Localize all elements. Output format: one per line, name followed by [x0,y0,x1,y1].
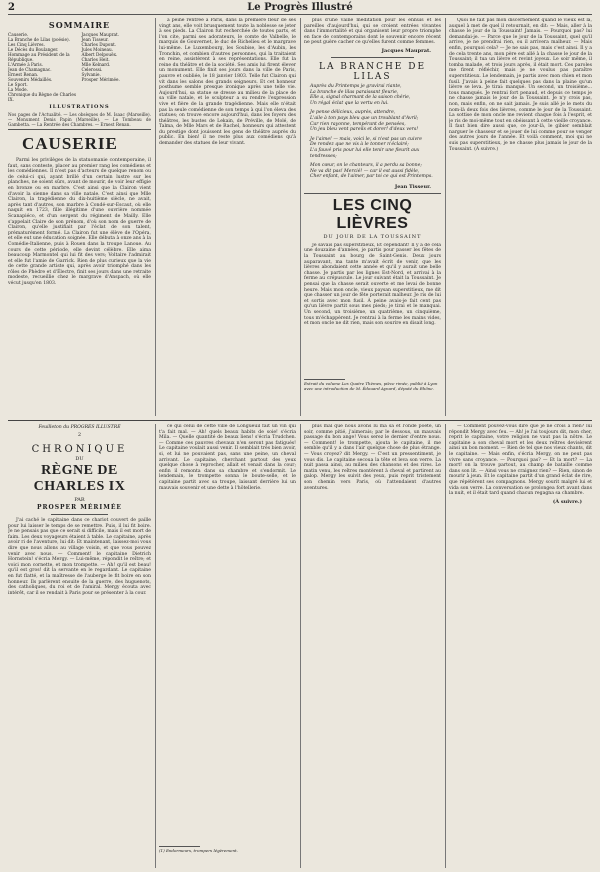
feuilleton-column-4 [449,424,592,868]
causerie-text: Parmi les privilèges de la statuomanie contemporaine, il faut, sans conteste, placer au premier rang les comédiens et les comédiennes. Il n'est pas d'acteurs de quelque renom ou de celui-ci qui, ayant brillé d'un certain lustre sur les planches, ne soient sûrs, avant de mourir, de voir leur effigie en bronze ou en marbre. C'est ainsi que la Clairon vient d'avoir la sienne dans sa ville natale. C'est ainsi que Mlle Clairon, la tragédienne du dix-huitième siècle, ne avait, après tant d'autres, son marbre à Condé-sur-Escaut, où elle naquit en 1723, fille illégitime d'une ouvrière nommée Scanapiéco, et d'un sergent du régiment de Mailly. Elle s'appelait Claire de son prénom, d'où son nom de guerre de Clairon, qu'elle justifiait par l'éclat de son talent, prématurément formé. La Clairon fut une élève de l'Opéra, et elle eut une éducation soignée. Elle débuta à onze ans à la Comédie-Italienne, puis à Rouen dans la troupe Lanoue. Au cours de cette période, elle devint célèbre. Elle aima beaucoup Marmontel qui lui fit des vers; Voltaire l'admirait et elle fut l'amie de Garrick. Rien de plus curieux que la vie de cette grande artiste qui, après avoir triomphé dans les rôles de Phèdre et d'Électre, finit ses jours dans une retraite modeste, recueillie chez le margrave d'Anspach, où elle vécut jusqu'en 1803. [8,158,151,287]
poem-line: Elle a, signal charmant de la saison chérie, [310,95,411,101]
feuilleton-column-2 [159,424,296,868]
sommaire-list [8,32,151,102]
lievres-subtitle: DU JOUR DE LA TOUSSAINT [323,233,422,240]
sommaire-item: Sylvanie. [81,72,101,77]
chronique-du: DU [75,456,84,462]
poem-line: La branche de lilas paraissant fleurie, [310,89,399,95]
lievres-title: LES CINQ LIÈVRES [332,196,413,232]
sommaire-item: Albert Delpouëx. [81,52,118,57]
sommaire-item: Les Cinq Lièvres. [8,42,45,47]
regne-title: RÈGNE DE CHARLES IX [33,463,126,494]
poem-line: Ne va dit pas! Mercié! — car il est aussi fidèle, [310,168,420,174]
causerie-title: CAUSERIE [22,134,118,153]
continues-note: (À suivre.) [552,498,582,505]
sommaire-item: Hommage au Président de la République. [8,52,70,62]
poem-line: Cher enfant, de l'aimer, par toi ce qui est Printemps. [310,174,433,180]
feuilleton-text-1: J'ai caché le capitaine dans ce chariot couvert de paille pour lui laisser le temps de se remettre. Puis, il lui fit boire. Je ne pensais pas que ce serait si difficile, mais il est mort de faim. Les deux voyageurs étaient à table. Le capitaine, après avoir ri de l'aventure, lui dit: Et maintenant, laissez-moi vous dire que nous allons au village voisin, et que vous pouvez venir avec nous. — Comment! le capitaine Dietrich Hornstein! s'écria Mergy. — Lui-même, répondit le reître; et voici mon cornette, et mon trompette. — Ah! qu'il est beau! qu'il est gros! dit la servante en le regardant. Le capitaine en fut flatté, et la maîtresse de l'auberge le fit boire en son honneur. Ils parlèrent ensuite de la guerre, des huguenots, des catholiques, du roi et de l'amiral. Mergy écouta avec intérêt, car il se rendait à Paris pour se présenter à la cour. [8,518,151,596]
sommaire-item: Jules Moineau. [81,47,114,52]
branche-title: LA BRANCHE DE LILAS [318,61,427,82]
sommaire-item: Prosper Mérimée. [81,77,120,82]
chronique-title: CHRONIQUE [31,444,128,455]
feuilleton-number: 2 [77,432,82,438]
poem-stanza [310,163,441,180]
sommaire-item: Charles Dupont. [81,42,117,47]
feuilleton-text-4: — Comment pouvez-vous dire que je ne crois à rien? lui répondit Mergy avec feu. — Ah! je l'ai toujours dit, mon cher, reprit le capitaine, votre religion ne vaut pas la nôtre. Le capitaine a son cheval mort et les deux reîtres devisèrent ainsi un bon moment. — Rien de tel que nos vieux chants, dit le capitaine. — Mais enfin, s'écria Mergy, on ne peut pas vivre sans croyance. — Pourquoi pas? — Et la mort? — La mort! on la trouve partout, au champ de bataille comme dans son lit. — Ainsi vous ne craignez rien? — Rien, sinon de mourir à jeun. Et le capitaine partit d'un grand éclat de rire, que répétèrent ses compagnons. Mergy sourit malgré lui et vida son verre. La conversation se prolongea fort avant dans la nuit, et il était tard quand chacun regagna sa chambre. [449,424,592,497]
sommaire-item: Celerossi. [81,67,103,72]
page-number: 2 [8,2,15,13]
causerie-continued: à peine rentrée à Paris, dans la première fleur de ses vingt ans, elle voit brusquement toute la noblesse se jeter à ses pieds. La Clairon fut recherchée de toutes parts, et l'on cite, parmi ses adorateurs, le comte de Valbelle, le marquis de Gouvernet, le duc de Richelieu et le margrave lui-même. Le Luxembourg, les Soubise, les d'Aubin, les Tronchin, et combien d'autres personnes, qui la traitaient en reine, assistèrent à ses représentations. Elle fut la reine du théâtre et de la société. Ses amis lui firent élever un monument. Elle finit ses jours dans la ville de Paris, pauvre et oubliée, le 18 janvier 1803. Telle fut Clairon qui vit dans les salons des grands seigneurs. Et cet honneur posthume semble presque ironique après une telle vie. Aujourd'hui, sa statue se dresse au milieu de la place de sa ville natale, et le sculpteur a su rendre l'expression vive et fière de la grande tragédienne. Mais elle n'était pas la seule comédienne de son temps à qui l'on éleva des statues; on trouve encore aujourd'hui, dans les foyers des théâtres, les bustes de Lekain, de Préville, de Molé, de Talma, de Mlle Mars et de Rachel, honneurs qui attestent du prestige dont jouissent les gens de théâtre auprès du public. En bien! il ne reste plus aux comédiens qu'à demander des statues de leur vivant. [159,18,296,147]
sommaire-item: Causerie. [8,32,29,37]
poem-line: Un régal éclat que la vertu en lui. [310,100,389,106]
feuilleton-label: Feuilleton du PROGRÈS ILLUSTRÉ [38,425,121,430]
sommaire-item: Le Décès du Boulanger. [8,47,59,52]
poem-line: Je pense délicieux, auprès, attendre, [310,110,396,116]
chronique-author: PROSPER MÉRIMÉE [36,504,122,511]
branche-poem [304,84,441,180]
newspaper-title: Le Progrès Illustré [247,2,353,13]
poem-line: Je l'aime! — mais, voici le, si n'est pas un cuivre [310,136,422,142]
feuilleton-footnote: (1) Endormeurs, trompers légèrement. [159,848,238,853]
lievres-footnote: Extrait du volume Les Quatre Thèmes, pièce rimée, publié à Lyon avec une introduction de M. Édouard Aynard, député du Rhône. [304,380,438,391]
sommaire-item: Jean de Chamagnac. [8,67,52,72]
poem-line: Car rien rayonne, tempérant de pensées, [310,121,406,127]
poem-line: L'a fauvé pris pour lui elle tenir une fleurit aux tendresses; [310,147,420,159]
poem-line: L'aile à ton pays bleu que un troublant d'Avril; [310,115,419,121]
sommaire-item: La Branche de Lilas (poésie). [8,37,70,42]
feuilleton-text-2: ce qui celui de cette ville de Longueuil fait un vin qui t'a fait mal. — Ah! quels beaux habits de soie! s'écria Mila. — Quelle quantité de beaux liens! s'écria Trudchen. — Comme ces pauvres chevaux n'en seront pas fatigués! Le capitaine voulait aussi venir. Il semblait très bien avoir, si, et lui ne pouvaient pas, sans une peine, un cheval arrivant. Le capitaine, cherchant partout des yeux quelque chose à reprocher, allait et venait dans la cour; enfin il remonta dans sa chambre et s'endormit. Le lendemain, le trompette sonna le boute-selle, et le capitaine partit avec sa troupe, laissant derrière lui un mauvais souvenir et une dette à l'hôtellerie. [159,424,296,491]
sommaire-item: Souvenirs Médaillés. [8,77,53,82]
poem-line: Mon cœur, on le chanteurs, il a perdu sa bonne; [310,163,422,169]
chronique-par: PAR [74,497,85,503]
causerie-author: Jacques Mauprat. [381,47,431,54]
poem-stanza [310,84,441,106]
sommaire-item: Mlle Kelnard. [81,62,111,67]
poem-stanza [310,110,441,132]
page-header [8,2,592,15]
sommaire-item: La Mode. [8,87,28,92]
feuilleton-column-1 [8,424,151,868]
sommaire-item: L'Armée à Paris. [8,62,43,67]
lievres-continued: Quoi ne fait pas mon discernement quand le vieux est la, auquel à met de quel il retournait, en dit: — Mais, aller à la chasse le jour de la Toussaint! Jamais. — Pourquoi pas? lui demandai-je. — Parce que le jour de la Toussaint, quel qu'il arrive, je ne prendrai rien, ou il arrivera malheur. — Mais enfin, pourquoi cela? — Je ne sais pas, mais c'est ainsi. Il y a de cela trente ans, mon père est allé à la chasse le jour de la Toussaint; il tua un lièvre et revint joyeux. Le soir même, il tomba malade, et trois jours après, il était mort. Ces paroles me firent réfléchir, mais je ne voulus pas paraître superstitieux. Le lendemain, je partis avec mon chien et mon fusil. J'avais à peine fait quelques pas dans la plaine qu'un lièvre se leva. Je tirai: manqué. Un second, un troisième... tous manqués. Je rentrai fort penaud, et depuis ce temps je ne chasse jamais le jour de la Toussaint. Je n'y crois pas, non, mais enfin, on ne sait jamais. Je suis allé je le mets du nom-là deux fois des lièvres, comme le jour de la Toussaint. La sottise de mon oncle me revient chaque fois à l'esprit, et je ris de moi-même tout en obéissant à cette vieille croyance. Il faut bien dire aussi que, ce jour-là, le gibier semblait narguer le chasseur et se jouer de lui comme pour se venger des autres jours de l'année. Et voilà comment, moi qui ne suis pas superstitieux, je ne chasse plus jamais le jour de la Toussaint. (À suivre.) [449,18,592,152]
sommaire-item: Jean Tisseur. [81,37,109,42]
poem-line: De rendez que ne vis à le tonner n'éclairé; [310,142,409,148]
lievres-text: Je savais pas superstitieux, Et cependant! Il y a de cela une douzaine d'années, je partis pour passer les fêtes de la Toussaint au bourg de Saint-Genis. Deux jours auparavant, ma tante m'avait écrit de venir, que les lièvres abondaient cette année et qu'il y aurait une belle chasse. Je partis par les lignes Est-Nord, et arrivai à la ferme au crépuscule. Le jour suivant était la Toussaint. Je pensai que la chasse serait ouverte et me levai de bonne heure. Mais mon oncle, vieux paysan superstitieux, me dit que chasser un jour de fête porterait malheur. Je ris de lui et sortis avec mon fusil. À peine avais-je fait cent pas qu'un lièvre partit sous mes pieds; je tirai et le manquai. Un second, un troisième, un quatrième, un cinquième, tous m'échappèrent. Je rentrai à la ferme les mains vides, et mon oncle ne dit rien, mais son sourire en disait long. [304,242,441,327]
sommaire-item: Jacques Mauprat. [81,32,120,37]
feuilleton-column-3 [304,424,441,868]
illustrations-list: Nos pages de l'Actualité. — Les obsèques de M. Isaac (Marseille). — Monument Denis Papin (Marseille). — Le Tombeau de Gambetta. — La Rentrée des Chambres. — Ernest Renan. [8,112,151,127]
column-2 [159,18,296,416]
causerie-end: plus d'une vaine méditation pour les ennuis et les pareilles d'aujourd'hui, qui se croient entrées vivantes dans l'immortalité et qui organisent leur propre triomphe en face de contemporains dont le souvenir encore récent ne peut guère cacher ce qu'elles furent comme femmes. [304,18,441,46]
poem-line: Auprès du Printemps je gravirai riante, [310,83,402,89]
poem-line: Un jeu bleu vent pareils et dorer! d'deux vers! [310,127,419,133]
feuilleton-text-3: plus mal que nous avons lu ma sa et l'onde poète, un soir, comme pitié, j'aimerais; par le dessous, un mauvais passage du bon ange! Vous serez le dernier d'entre nous. — Comment! le trompette, ajouta le capitaine, il me semble qu'il y a dans l'air quelque chose de plus étrange. — Vous croyez? dit Mergy. — C'est un pressentiment, je vous dis. Le capitaine secoua la tête et leva son verre. La nuit passa ainsi, au milieu des chansons et des rires. Le matin venu, les reîtres montèrent à cheval et partirent au galop. Mergy les suivit des yeux, puis reprit tristement son chemin vers Paris, où l'attendaient d'autres aventures. [304,424,441,491]
column-3 [304,18,441,416]
column-4 [449,18,592,416]
sommaire-item: Le Sport. [8,82,28,87]
sommaire-item: Chronique du Règne de Charles IX. [8,92,77,102]
poem-stanza [310,137,441,159]
column-1 [8,18,151,416]
sommaire-item: Charles Heit. [81,57,110,62]
illustrations-title: ILLUSTRATIONS [49,104,110,110]
sommaire-item: Ernest Renan. [8,72,39,77]
sommaire-title: SOMMAIRE [48,20,111,30]
branche-author: Jean Tisseur. [394,183,431,190]
